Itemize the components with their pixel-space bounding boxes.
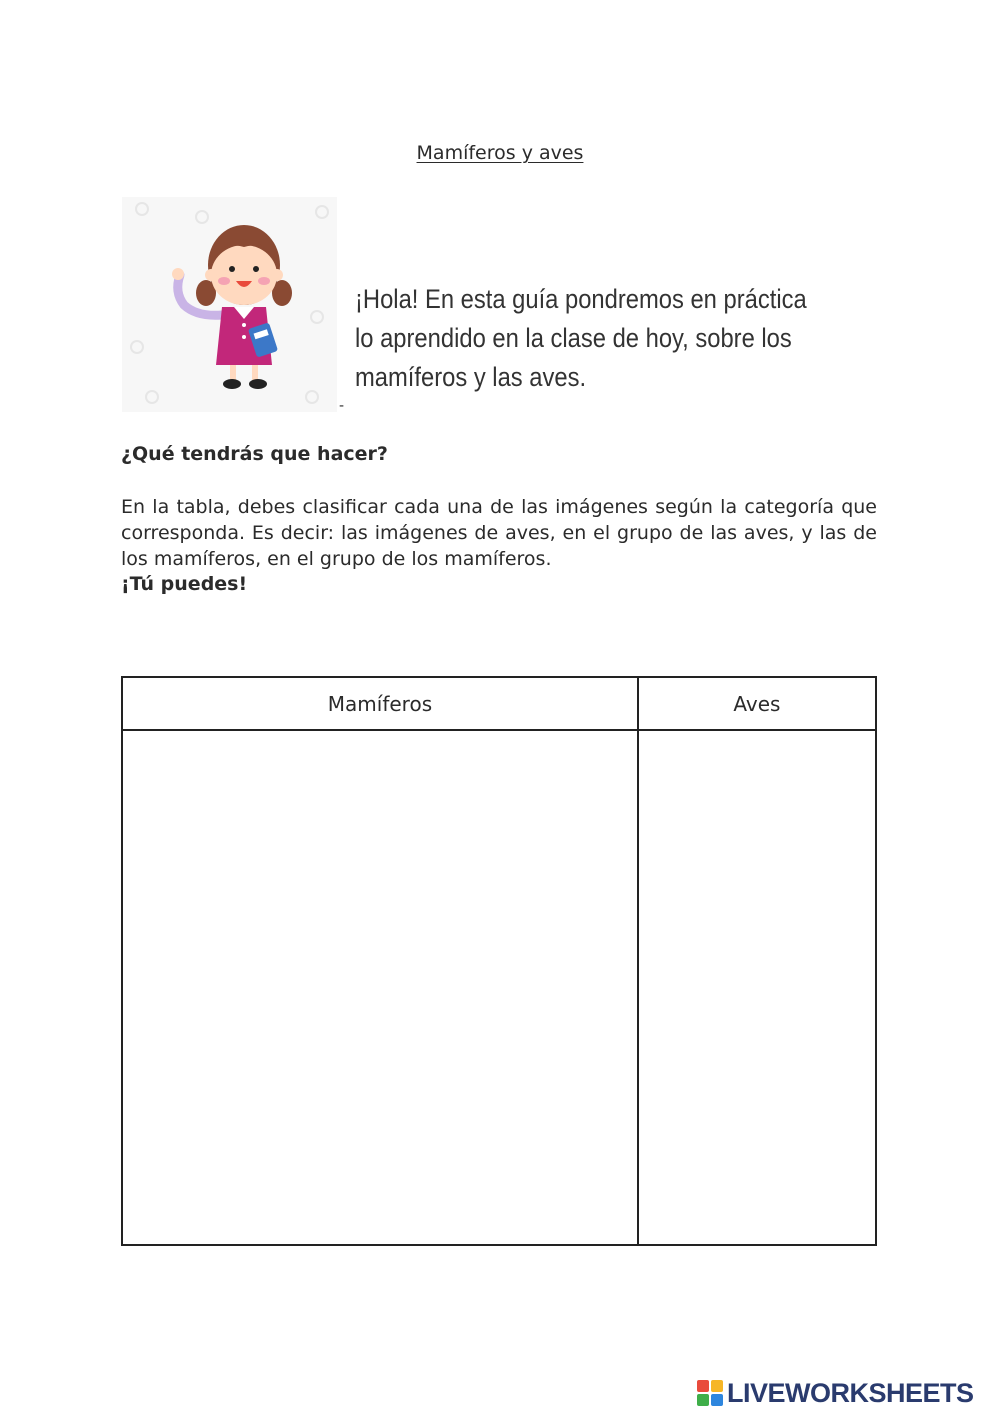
brand-grid-icon [697,1380,723,1406]
encouragement-text: ¡Tú puedes! [121,573,248,595]
speech-line: lo aprendido en la clase de hoy, sobre los [355,323,792,353]
table-body-row [122,730,876,1245]
classification-table [121,676,877,1246]
mammals-drop-zone[interactable] [122,730,638,1245]
intro-speech [355,280,807,397]
mammals-header: Mamíferos [122,677,638,730]
dash-mark: - [339,398,345,414]
speech-line: mamíferos y las aves. [355,362,587,392]
speech-line: ¡Hola! En esta guía pondremos en práctica [355,284,807,314]
liveworksheets-logo[interactable] [697,1376,974,1410]
question-heading: ¿Qué tendrás que hacer? [121,443,388,465]
table-header-row [122,677,876,730]
page-title: Mamíferos y aves [416,142,584,164]
birds-header: Aves [638,677,876,730]
instructions-paragraph: En la tabla, debes clasificar cada una de las imágenes según la categoría que corresponda. Es decir: las imágenes de aves, en el grupo de las aves, y las de los mamíferos, en el grupo de los mamíferos. [121,496,877,570]
brand-name: LIVEWORKSHEETS [727,1377,974,1408]
girl-illustration [122,197,337,412]
birds-drop-zone[interactable] [638,730,876,1245]
